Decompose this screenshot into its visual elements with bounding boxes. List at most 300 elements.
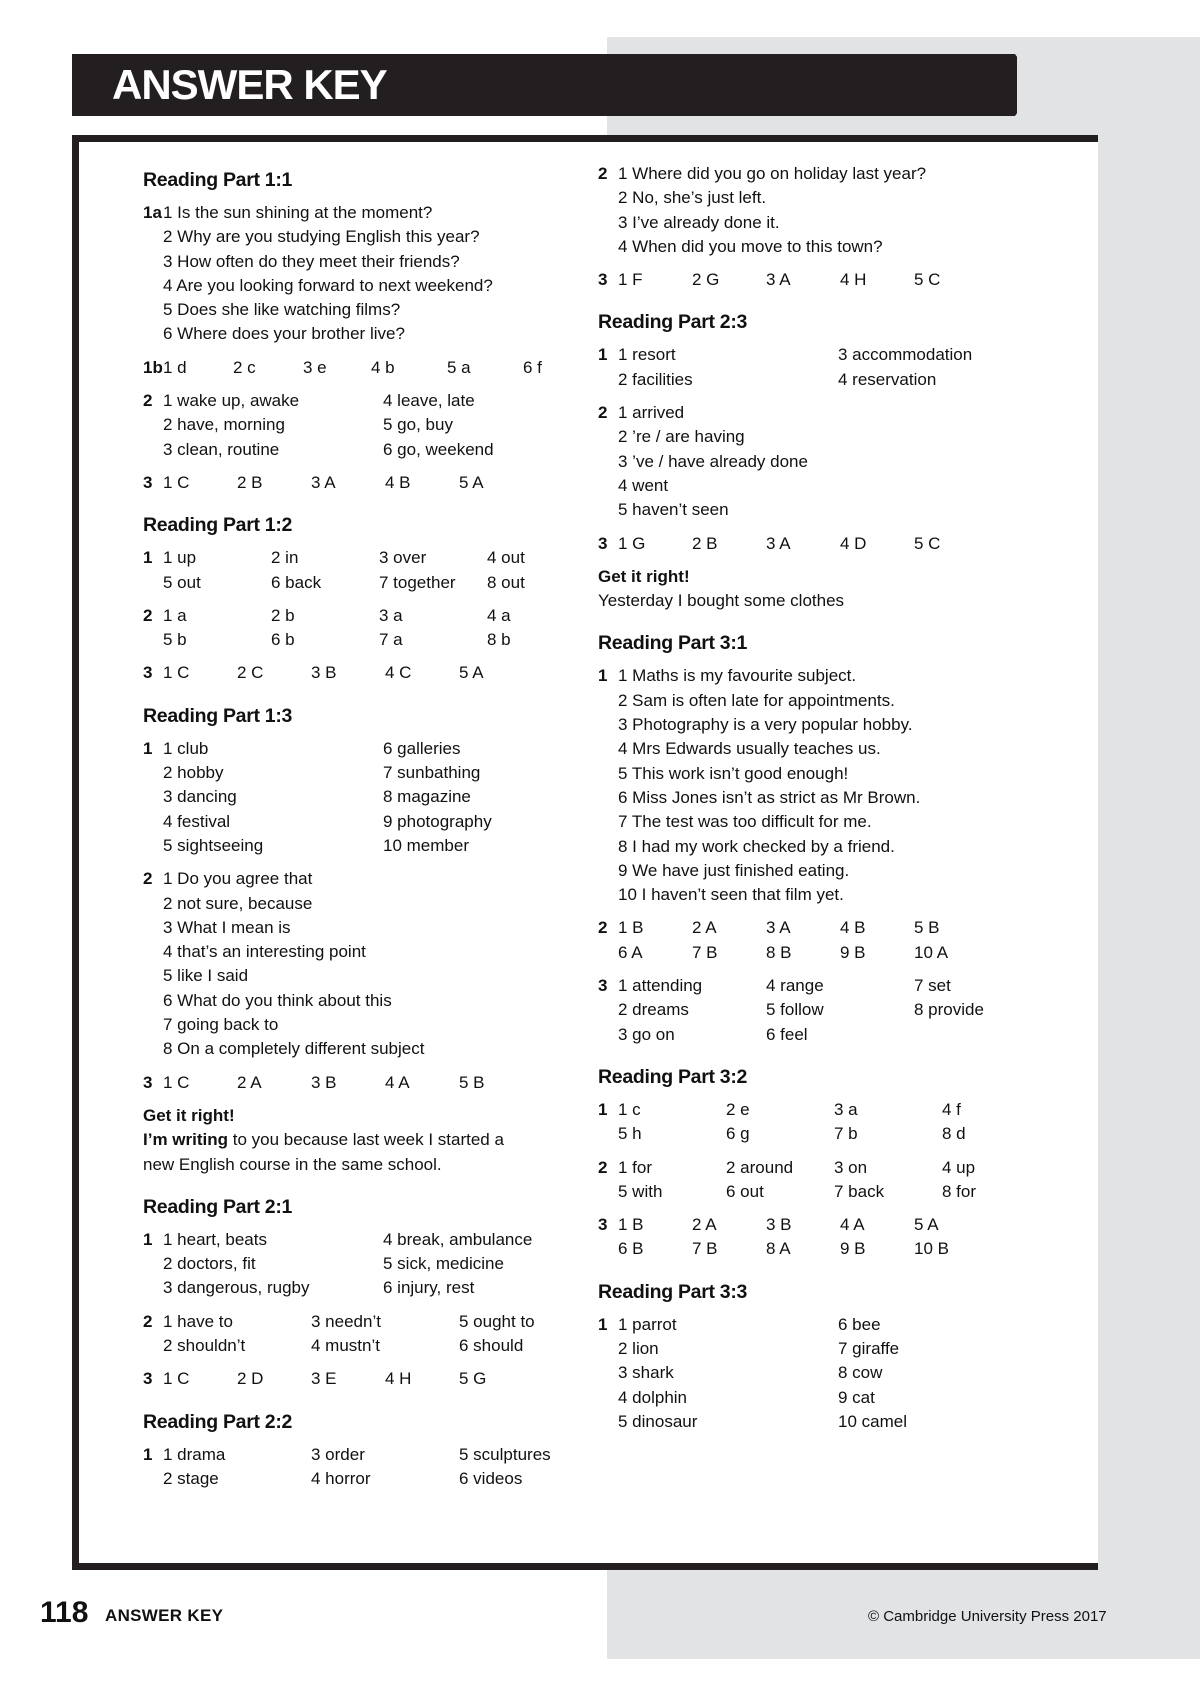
section-title: Reading Part 1:2 xyxy=(143,514,293,537)
answer-item: 7 B xyxy=(692,1239,718,1259)
answer-item: 8 On a completely different subject xyxy=(163,1039,425,1059)
answer-item: 1 drama xyxy=(163,1444,226,1464)
answer-item: 4 Are you looking forward to next weekend? xyxy=(163,275,493,295)
exercise-number xyxy=(598,1023,618,1047)
answer-item: 6 Miss Jones isn’t as strict as Mr Brown. xyxy=(618,787,921,807)
exercise-number xyxy=(143,1467,163,1491)
answer-item: 3 B xyxy=(311,663,337,683)
answer-item: 2 doctors, fit xyxy=(163,1254,256,1274)
exercise-number xyxy=(143,940,163,964)
answer-item: 3 What I mean is xyxy=(163,917,291,937)
answer-item: 3 a xyxy=(379,605,403,625)
exercise-number xyxy=(143,438,163,462)
exercise-number xyxy=(143,761,163,785)
answer-item: 2 ’re / are having xyxy=(618,427,745,447)
answer-item: 5 ought to xyxy=(459,1311,535,1331)
answer-item: 4 A xyxy=(385,1072,410,1092)
exercise xyxy=(598,664,1038,907)
exercise xyxy=(143,356,583,380)
get-it-right-label: Get it right! xyxy=(598,566,690,586)
answer-item: 6 out xyxy=(726,1181,764,1201)
answer-item: 5 B xyxy=(459,1072,485,1092)
answer-item: 1 arrived xyxy=(618,403,685,423)
exercise-number: 1 xyxy=(598,1099,608,1119)
answer-item: 2 B xyxy=(237,472,263,492)
exercise xyxy=(598,532,1038,556)
exercise-number xyxy=(143,810,163,834)
answer-item: 1 c xyxy=(618,1099,641,1119)
answer-item: 4 that’s an interesting point xyxy=(163,942,366,962)
exercise xyxy=(598,401,1038,522)
answer-item: 9 We have just finished eating. xyxy=(618,860,850,880)
answer-item: 2 in xyxy=(271,548,299,568)
answer-item: 1 up xyxy=(163,548,197,568)
answer-item: 5 a xyxy=(447,357,471,377)
exercise xyxy=(598,343,1038,392)
exercise-number xyxy=(598,859,618,883)
answer-item: 3 over xyxy=(379,548,427,568)
exercise-number xyxy=(143,834,163,858)
exercise xyxy=(143,201,583,347)
exercise-number xyxy=(598,1410,618,1434)
exercise xyxy=(598,916,1038,965)
exercise xyxy=(143,867,583,1061)
answer-item: 1 club xyxy=(163,738,209,758)
answer-item: 1 resort xyxy=(618,345,676,365)
answer-item: 3 shark xyxy=(618,1363,674,1383)
exercise-number: 1 xyxy=(143,1444,153,1464)
section-title: Reading Part 1:3 xyxy=(143,704,293,727)
answer-item: 1 C xyxy=(163,472,190,492)
answer-item: 6 back xyxy=(271,572,322,592)
exercise xyxy=(143,661,583,685)
answer-item: 4 festival xyxy=(163,811,231,831)
exercise xyxy=(598,1098,1038,1147)
answer-item: 1 for xyxy=(618,1157,653,1177)
answer-item: 8 out xyxy=(487,572,525,592)
exercise xyxy=(598,974,1038,1047)
exercise xyxy=(143,604,583,653)
answer-item: 8 I had my work checked by a friend. xyxy=(618,836,895,856)
exercise-number xyxy=(143,225,163,249)
answer-item: 6 injury, rest xyxy=(383,1278,475,1298)
answer-item: 7 a xyxy=(379,630,403,650)
answer-item: 6 galleries xyxy=(383,738,461,758)
answer-item: 2 lion xyxy=(618,1338,659,1358)
exercise-number xyxy=(143,1334,163,1358)
exercise-number: 2 xyxy=(143,605,153,625)
answer-item: 8 B xyxy=(766,942,792,962)
exercise-number xyxy=(598,786,618,810)
answer-item: 9 B xyxy=(840,942,866,962)
exercise-number xyxy=(598,235,618,259)
answer-item: 4 leave, late xyxy=(383,391,475,411)
answer-item: 5 follow xyxy=(766,1000,824,1020)
answer-item: 1 have to xyxy=(163,1311,233,1331)
answer-item: 7 B xyxy=(692,942,718,962)
exercise xyxy=(598,162,1038,259)
exercise-number xyxy=(598,368,618,392)
exercise-number xyxy=(143,628,163,652)
answer-item: 8 provide xyxy=(914,1000,984,1020)
answer-item: 10 A xyxy=(914,942,949,962)
answer-item: 5 A xyxy=(459,663,484,683)
exercise-number xyxy=(598,810,618,834)
exercise-number xyxy=(598,1122,618,1146)
exercise-number xyxy=(598,1237,618,1261)
exercise-number xyxy=(598,1386,618,1410)
exercise-number xyxy=(598,498,618,522)
exercise-number xyxy=(143,571,163,595)
answer-item: 7 going back to xyxy=(163,1015,279,1035)
exercise-number xyxy=(143,1276,163,1300)
exercise-number: 2 xyxy=(598,918,608,938)
right-column xyxy=(598,162,1038,1443)
exercise-number: 1 xyxy=(143,1229,153,1249)
exercise-number xyxy=(598,1337,618,1361)
exercise xyxy=(143,1310,583,1359)
page-title: ANSWER KEY xyxy=(112,61,387,108)
get-it-right-label: Get it right! xyxy=(143,1105,235,1125)
answer-item: 5 b xyxy=(163,630,187,650)
answer-item: 3 order xyxy=(311,1444,365,1464)
exercise-number xyxy=(598,737,618,761)
answer-item: 2 c xyxy=(233,357,256,377)
exercise-number: 1b xyxy=(143,357,163,377)
exercise-number: 3 xyxy=(598,533,608,553)
answer-item: 4 Mrs Edwards usually teaches us. xyxy=(618,739,881,759)
exercise-number: 3 xyxy=(598,976,608,996)
answer-item: 7 together xyxy=(379,572,456,592)
answer-item: 3 accommodation xyxy=(838,345,973,365)
section-title: Reading Part 3:2 xyxy=(598,1065,748,1088)
answer-item: 4 mustn’t xyxy=(311,1335,380,1355)
answer-item: 6 feel xyxy=(766,1024,808,1044)
exercise-number xyxy=(598,835,618,859)
exercise-number xyxy=(143,322,163,346)
exercise-number: 1 xyxy=(143,738,153,758)
answer-item: 1 Maths is my favourite subject. xyxy=(618,666,857,686)
exercise-number: 2 xyxy=(598,403,608,423)
get-it-right-line: to you because last week I started a xyxy=(228,1130,504,1150)
answer-item: 5 C xyxy=(914,533,941,553)
answer-item: 5 go, buy xyxy=(383,415,453,435)
answer-item: 5 sightseeing xyxy=(163,835,264,855)
answer-item: 10 member xyxy=(383,835,469,855)
answer-item: 6 bee xyxy=(838,1314,881,1334)
exercise xyxy=(143,1367,583,1391)
get-it-right-text: Yesterday I bought some clothes xyxy=(598,591,845,611)
page-number: 118 xyxy=(40,1596,89,1629)
exercise xyxy=(143,471,583,495)
exercise-number: 3 xyxy=(143,1369,153,1389)
answer-item: 2 dreams xyxy=(618,1000,689,1020)
answer-item: 2 not sure, because xyxy=(163,893,313,913)
answer-item: 6 go, weekend xyxy=(383,439,494,459)
answer-item: 4 reservation xyxy=(838,369,937,389)
answer-item: 10 B xyxy=(914,1239,949,1259)
exercise-number xyxy=(143,785,163,809)
exercise-number: 3 xyxy=(143,472,153,492)
answer-item: 1 a xyxy=(163,605,187,625)
answer-item: 4 A xyxy=(840,1215,865,1235)
answer-item: 4 D xyxy=(840,533,867,553)
answer-item: 2 e xyxy=(726,1099,750,1119)
answer-item: 1 B xyxy=(618,1215,644,1235)
exercise-number xyxy=(598,998,618,1022)
exercise-number: 2 xyxy=(598,164,608,183)
exercise-number: 1a xyxy=(143,203,162,222)
answer-item: 7 set xyxy=(914,976,951,996)
exercise xyxy=(598,268,1038,292)
exercise-number xyxy=(598,450,618,474)
answer-item: 4 break, ambulance xyxy=(383,1229,533,1249)
get-it-right-text xyxy=(143,1128,583,1177)
answer-item: 5 h xyxy=(618,1124,642,1144)
answer-item: 2 have, morning xyxy=(163,415,285,435)
exercise-number xyxy=(598,1180,618,1204)
answer-item: 3 A xyxy=(766,270,791,290)
answer-item: 3 Photography is a very popular hobby. xyxy=(618,715,913,735)
answer-item: 3 I’ve already done it. xyxy=(618,212,780,232)
exercise-number xyxy=(598,941,618,965)
answer-item: 6 g xyxy=(726,1124,750,1144)
exercise-number: 1 xyxy=(598,345,608,365)
answer-item: 1 attending xyxy=(618,976,703,996)
answer-item: 1 B xyxy=(618,918,644,938)
exercise-number xyxy=(598,425,618,449)
answer-item: 7 b xyxy=(834,1124,858,1144)
answer-item: 5 sick, medicine xyxy=(383,1254,504,1274)
answer-item: 4 out xyxy=(487,548,525,568)
answer-item: 8 A xyxy=(766,1239,791,1259)
answer-item: 5 dinosaur xyxy=(618,1411,698,1431)
exercise xyxy=(143,1228,583,1301)
get-it-right-line: new English course in the same school. xyxy=(143,1154,442,1174)
section-title: Reading Part 2:1 xyxy=(143,1195,293,1218)
exercise-number xyxy=(598,689,618,713)
answer-item: 4 B xyxy=(385,472,411,492)
answer-item: 2 around xyxy=(726,1157,794,1177)
answer-item: 2 No, she’s just left. xyxy=(618,188,767,208)
answer-item: 4 range xyxy=(766,976,824,996)
exercise-number xyxy=(598,713,618,737)
answer-item: 2 A xyxy=(692,1215,717,1235)
answer-item: 6 A xyxy=(618,942,643,962)
answer-item: 10 I haven’t seen that film yet. xyxy=(618,885,844,905)
answer-item: 4 a xyxy=(487,605,511,625)
exercise-number: 3 xyxy=(143,663,153,683)
answer-item: 3 go on xyxy=(618,1024,675,1044)
answer-item: 5 like I said xyxy=(163,966,249,986)
answer-item: 3 B xyxy=(766,1215,792,1235)
answer-item: 1 wake up, awake xyxy=(163,391,300,411)
exercise-number: 2 xyxy=(598,1157,608,1177)
left-column xyxy=(143,162,583,1500)
exercise-number: 2 xyxy=(143,869,153,889)
answer-item: 4 C xyxy=(385,663,412,683)
answer-item: 5 with xyxy=(618,1181,663,1201)
answer-item: 5 A xyxy=(914,1215,939,1235)
exercise-number: 3 xyxy=(143,1072,153,1092)
answer-item: 2 D xyxy=(237,1369,264,1389)
exercise-number xyxy=(143,916,163,940)
answer-item: 1 parrot xyxy=(618,1314,677,1334)
answer-item xyxy=(914,1023,1038,1047)
answer-item: 1 Do you agree that xyxy=(163,869,313,889)
answer-item: 1 C xyxy=(163,1369,190,1389)
exercise-number xyxy=(598,762,618,786)
exercise-number: 1 xyxy=(143,548,153,568)
section-title: Reading Part 1:1 xyxy=(143,169,293,191)
answer-item: 2 facilities xyxy=(618,369,693,389)
answer-item: 9 photography xyxy=(383,811,492,831)
exercise-number xyxy=(143,298,163,322)
exercise-number: 1 xyxy=(598,1314,608,1334)
answer-item: 1 C xyxy=(163,1072,190,1092)
exercise-number: 1 xyxy=(598,666,608,686)
exercise xyxy=(598,1213,1038,1262)
answer-item: 1 Is the sun shining at the moment? xyxy=(163,203,433,222)
answer-item: 6 f xyxy=(523,357,542,377)
answer-item: 5 G xyxy=(459,1369,487,1389)
answer-item: 1 F xyxy=(618,270,643,290)
footer-label: ANSWER KEY xyxy=(105,1606,224,1625)
answer-item: 4 H xyxy=(385,1369,412,1389)
section-title: Reading Part 2:3 xyxy=(598,311,748,334)
answer-item: 2 stage xyxy=(163,1468,219,1488)
answer-item: 2 hobby xyxy=(163,763,224,783)
answer-item: 8 d xyxy=(942,1124,966,1144)
exercise-number: 3 xyxy=(598,270,608,290)
answer-item: 5 C xyxy=(914,270,941,290)
answer-item: 8 for xyxy=(942,1181,977,1201)
exercise-number xyxy=(143,1252,163,1276)
answer-item: 2 C xyxy=(237,663,264,683)
exercise xyxy=(143,1071,583,1095)
answer-item: 4 went xyxy=(618,475,669,495)
exercise-number: 3 xyxy=(598,1215,608,1235)
exercise xyxy=(143,389,583,462)
answer-item: 5 Does she like watching films? xyxy=(163,300,401,320)
exercise xyxy=(598,1313,1038,1434)
answer-item: 2 shouldn’t xyxy=(163,1335,246,1355)
answer-item: 4 up xyxy=(942,1157,976,1177)
exercise xyxy=(143,737,583,858)
exercise-number xyxy=(598,186,618,210)
answer-item: 1 heart, beats xyxy=(163,1229,267,1249)
exercise xyxy=(143,546,583,595)
exercise-number: 2 xyxy=(143,391,153,411)
answer-item: 4 When did you move to this town? xyxy=(618,236,883,256)
answer-item: 7 giraffe xyxy=(838,1338,900,1358)
answer-item: 6 B xyxy=(618,1239,644,1259)
answer-item: 3 How often do they meet their friends? xyxy=(163,251,460,271)
answer-item: 3 A xyxy=(766,918,791,938)
exercise-number: 2 xyxy=(143,1311,153,1331)
answer-item: 4 B xyxy=(840,918,866,938)
exercise-number xyxy=(598,883,618,907)
answer-item: 3 a xyxy=(834,1099,858,1119)
exercise-number xyxy=(143,413,163,437)
answer-item: 4 b xyxy=(371,357,395,377)
answer-item: 7 back xyxy=(834,1181,885,1201)
answer-item: 3 B xyxy=(311,1072,337,1092)
answer-item: 6 What do you think about this xyxy=(163,990,392,1010)
exercise-number xyxy=(143,989,163,1013)
answer-item: 8 cow xyxy=(838,1363,883,1383)
exercise-number xyxy=(143,250,163,274)
answer-item: 3 e xyxy=(303,357,327,377)
answer-item: 2 A xyxy=(237,1072,262,1092)
answer-item: 4 horror xyxy=(311,1468,371,1488)
exercise-number xyxy=(598,1361,618,1385)
exercise-number xyxy=(143,274,163,298)
exercise-number xyxy=(143,1013,163,1037)
exercise-number xyxy=(143,964,163,988)
answer-item: 10 camel xyxy=(838,1411,907,1431)
answer-item: 1 C xyxy=(163,663,190,683)
answer-item: 3 A xyxy=(766,533,791,553)
answer-item: 1 d xyxy=(163,357,187,377)
answer-item: 6 Where does your brother live? xyxy=(163,324,405,344)
exercise-number xyxy=(143,1037,163,1061)
exercise-number xyxy=(598,211,618,235)
section-title: Reading Part 3:1 xyxy=(598,632,748,655)
copyright: © Cambridge University Press 2017 xyxy=(868,1608,1107,1625)
answer-item: 5 This work isn’t good enough! xyxy=(618,763,849,783)
answer-item: 2 A xyxy=(692,918,717,938)
answer-item: 4 H xyxy=(840,270,867,290)
section-title: Reading Part 2:2 xyxy=(143,1410,293,1433)
answer-item: 3 dangerous, rugby xyxy=(163,1278,310,1298)
answer-item: 5 haven’t seen xyxy=(618,500,729,520)
answer-item: 3 on xyxy=(834,1157,868,1177)
answer-item: 1 Where did you go on holiday last year? xyxy=(618,164,927,183)
answer-item: 2 Why are you studying English this year? xyxy=(163,227,480,247)
answer-item: 5 A xyxy=(459,472,484,492)
answer-item: 7 sunbathing xyxy=(383,763,481,783)
answer-item: 5 sculptures xyxy=(459,1444,551,1464)
answer-item: 2 B xyxy=(692,533,718,553)
answer-item: 9 B xyxy=(840,1239,866,1259)
answer-item: 7 The test was too difficult for me. xyxy=(618,812,872,832)
answer-item: 6 b xyxy=(271,630,295,650)
answer-item: 3 dancing xyxy=(163,787,237,807)
answer-item: 2 Sam is often late for appointments. xyxy=(618,690,895,710)
answer-item: 6 videos xyxy=(459,1468,523,1488)
answer-item: 4 dolphin xyxy=(618,1387,688,1407)
answer-item: 8 b xyxy=(487,630,511,650)
answer-item: 3 clean, routine xyxy=(163,439,280,459)
exercise xyxy=(598,1156,1038,1205)
answer-item: 5 out xyxy=(163,572,201,592)
answer-item: 8 magazine xyxy=(383,787,471,807)
answer-item: 2 G xyxy=(692,270,720,290)
answer-item: 3 E xyxy=(311,1369,337,1389)
answer-item: 3 needn’t xyxy=(311,1311,381,1331)
exercise-number xyxy=(598,474,618,498)
exercise xyxy=(143,1443,583,1492)
answer-item: 1 G xyxy=(618,533,646,553)
section-title: Reading Part 3:3 xyxy=(598,1280,748,1303)
answer-item: 9 cat xyxy=(838,1387,875,1407)
exercise-number xyxy=(143,892,163,916)
answer-item: 3 ’ve / have already done xyxy=(618,451,808,471)
get-it-right-bold: I’m writing xyxy=(143,1130,228,1150)
answer-item: 6 should xyxy=(459,1335,524,1355)
answer-item: 3 A xyxy=(311,472,336,492)
